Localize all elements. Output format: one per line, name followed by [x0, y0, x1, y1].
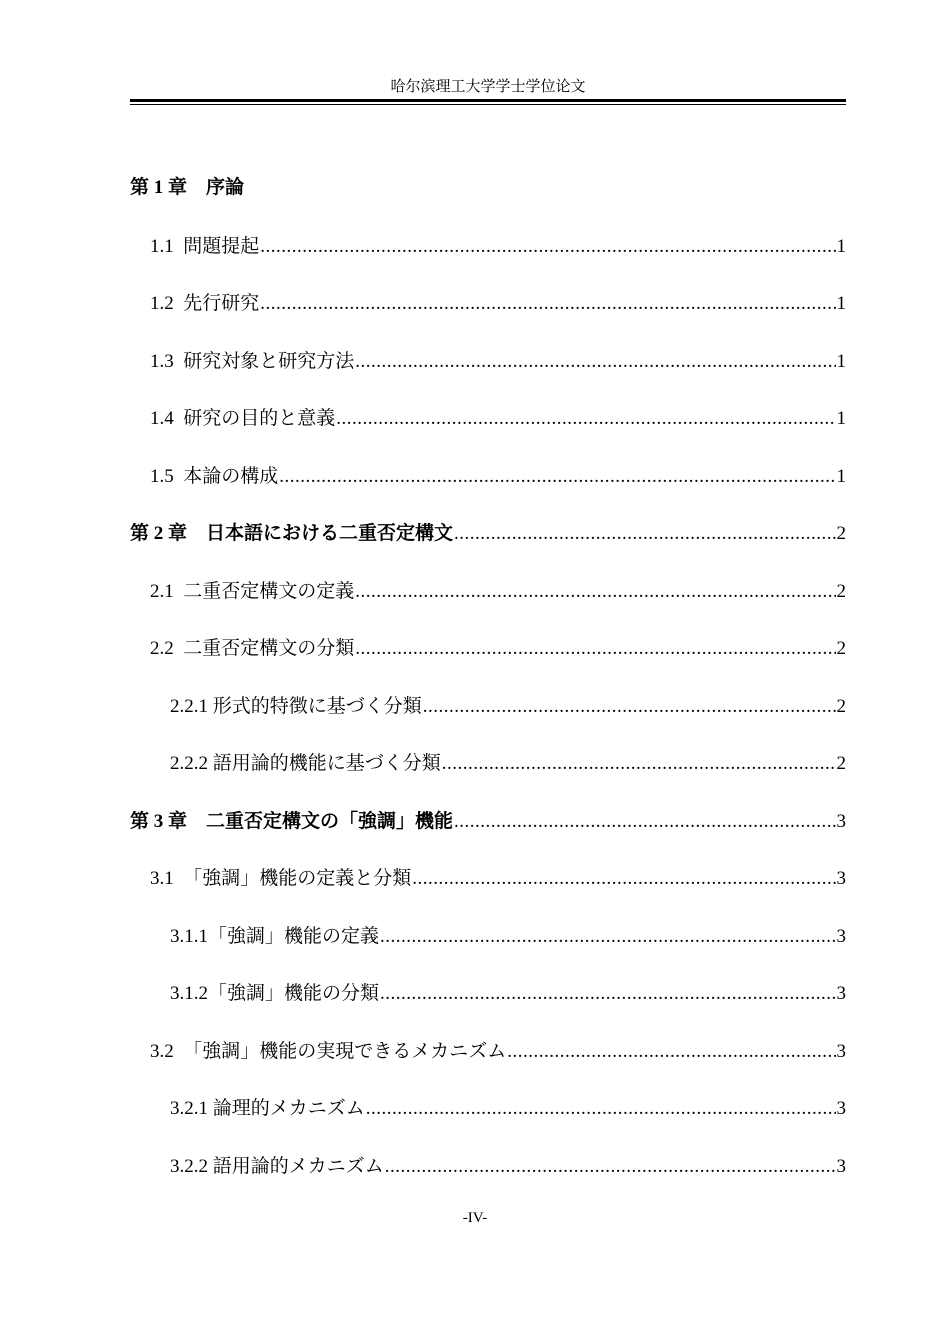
toc-entry-number: 第 3 章 [130, 811, 188, 832]
toc-entry-title: 二重否定構文の定義 [183, 581, 355, 602]
toc-entry-page: 3 [836, 1098, 846, 1119]
toc-entry-3-2-2[interactable] [170, 1153, 846, 1181]
toc-entry-number: 第 1 章 [130, 177, 188, 198]
dot-leader [423, 693, 836, 721]
dot-leader [355, 635, 835, 663]
toc-entry-number: 1.1 [150, 236, 174, 257]
dot-leader [385, 1153, 836, 1181]
toc-entry-page: 3 [836, 1156, 846, 1177]
toc-entry-title: 「強調」機能の定義 [208, 926, 380, 947]
toc-entry-page: 2 [836, 638, 846, 659]
toc-entry-number: 2.2.1 [170, 696, 208, 717]
toc-entry-page: 2 [836, 696, 846, 717]
toc-entry-page: 2 [836, 753, 846, 774]
toc-entry-title: 二重否定構文の「強調」機能 [206, 811, 454, 832]
toc-entry-chapter-1[interactable] [130, 174, 846, 202]
toc-entry-page: 2 [836, 523, 846, 544]
toc-entry-page: 3 [836, 926, 846, 947]
toc-entry-3-2-1[interactable] [170, 1095, 846, 1123]
toc-entry-3-1[interactable] [150, 865, 846, 893]
toc-entry-2-2-2[interactable] [170, 750, 846, 778]
dot-leader [454, 808, 835, 836]
toc-entry-3-2[interactable] [150, 1038, 846, 1066]
toc-entry-chapter-3[interactable] [130, 808, 846, 836]
toc-entry-page: 1 [836, 408, 846, 429]
toc-entry-page: 1 [836, 466, 846, 487]
toc-entry-title: 本論の構成 [183, 466, 279, 487]
dot-leader [454, 520, 835, 548]
toc-entry-1-3[interactable] [150, 348, 846, 376]
toc-entry-number: 1.5 [150, 466, 174, 487]
toc-entry-number: 3.2 [150, 1041, 174, 1062]
toc-entry-1-4[interactable] [150, 405, 846, 433]
toc-entry-title: 問題提起 [183, 236, 260, 257]
toc-entry-1-1[interactable] [150, 233, 846, 261]
dot-leader [380, 980, 835, 1008]
toc-entry-title: 研究対象と研究方法 [183, 351, 355, 372]
toc-entry-title: 語用論的機能に基づく分類 [212, 753, 441, 774]
dot-leader [279, 463, 835, 491]
toc-entry-2-2-1[interactable] [170, 693, 846, 721]
toc-entry-number: 3.2.2 [170, 1156, 208, 1177]
toc-entry-number: 3.1 [150, 868, 174, 889]
dot-leader [260, 233, 835, 261]
toc-entry-page: 3 [836, 983, 846, 1004]
page-number: -IV- [462, 1210, 488, 1226]
toc-entry-title: 二重否定構文の分類 [183, 638, 355, 659]
toc-entry-3-1-2[interactable] [170, 980, 846, 1008]
dot-leader [336, 405, 835, 433]
dot-leader [412, 865, 835, 893]
toc-entry-title: 「強調」機能の実現できるメカニズム [183, 1041, 507, 1062]
dot-leader [260, 290, 835, 318]
toc-entry-3-1-1[interactable] [170, 923, 846, 951]
toc-entry-number: 1.2 [150, 293, 174, 314]
toc-entry-number: 1.4 [150, 408, 174, 429]
toc-entry-page: 2 [836, 581, 846, 602]
toc-entry-title: 研究の目的と意義 [183, 408, 336, 429]
toc-entry-number: 3.1.2 [170, 983, 208, 1004]
dot-leader [442, 750, 836, 778]
dot-leader [355, 578, 835, 606]
dot-leader [355, 348, 835, 376]
toc-entry-page: 1 [836, 236, 846, 257]
toc-entry-chapter-2[interactable] [130, 520, 846, 548]
toc-entry-page: 3 [836, 811, 846, 832]
toc-entry-title: 先行研究 [183, 293, 260, 314]
toc-entry-title: 形式的特徴に基づく分類 [212, 696, 422, 717]
dot-leader [366, 1095, 836, 1123]
dot-leader [507, 1038, 835, 1066]
toc-entry-number: 1.3 [150, 351, 174, 372]
toc-entry-page: 3 [836, 1041, 846, 1062]
toc-entry-number: 2.2 [150, 638, 174, 659]
toc-entry-2-2[interactable] [150, 635, 846, 663]
toc-entry-page: 1 [836, 293, 846, 314]
toc-entry-title: 「強調」機能の定義と分類 [183, 868, 412, 889]
toc-entry-number: 3.2.1 [170, 1098, 208, 1119]
toc-entry-1-5[interactable] [150, 463, 846, 491]
toc-entry-number: 2.1 [150, 581, 174, 602]
toc-entry-title: 序論 [206, 177, 245, 198]
toc-entry-number: 第 2 章 [130, 523, 188, 544]
toc-entry-page: 3 [836, 868, 846, 889]
toc-entry-title: 語用論的メカニズム [212, 1156, 384, 1177]
toc-entry-title: 論理的メカニズム [212, 1098, 365, 1119]
toc-entry-page: 1 [836, 351, 846, 372]
toc-entry-2-1[interactable] [150, 578, 846, 606]
toc-entry-1-2[interactable] [150, 290, 846, 318]
toc-entry-title: 日本語における二重否定構文 [206, 523, 454, 544]
toc-entry-title: 「強調」機能の分類 [208, 983, 380, 1004]
toc-entry-number: 3.1.1 [170, 926, 208, 947]
dot-leader [380, 923, 835, 951]
running-header: 哈尔滨理工大学学士学位论文 [390, 79, 586, 95]
toc-entry-number: 2.2.2 [170, 753, 208, 774]
